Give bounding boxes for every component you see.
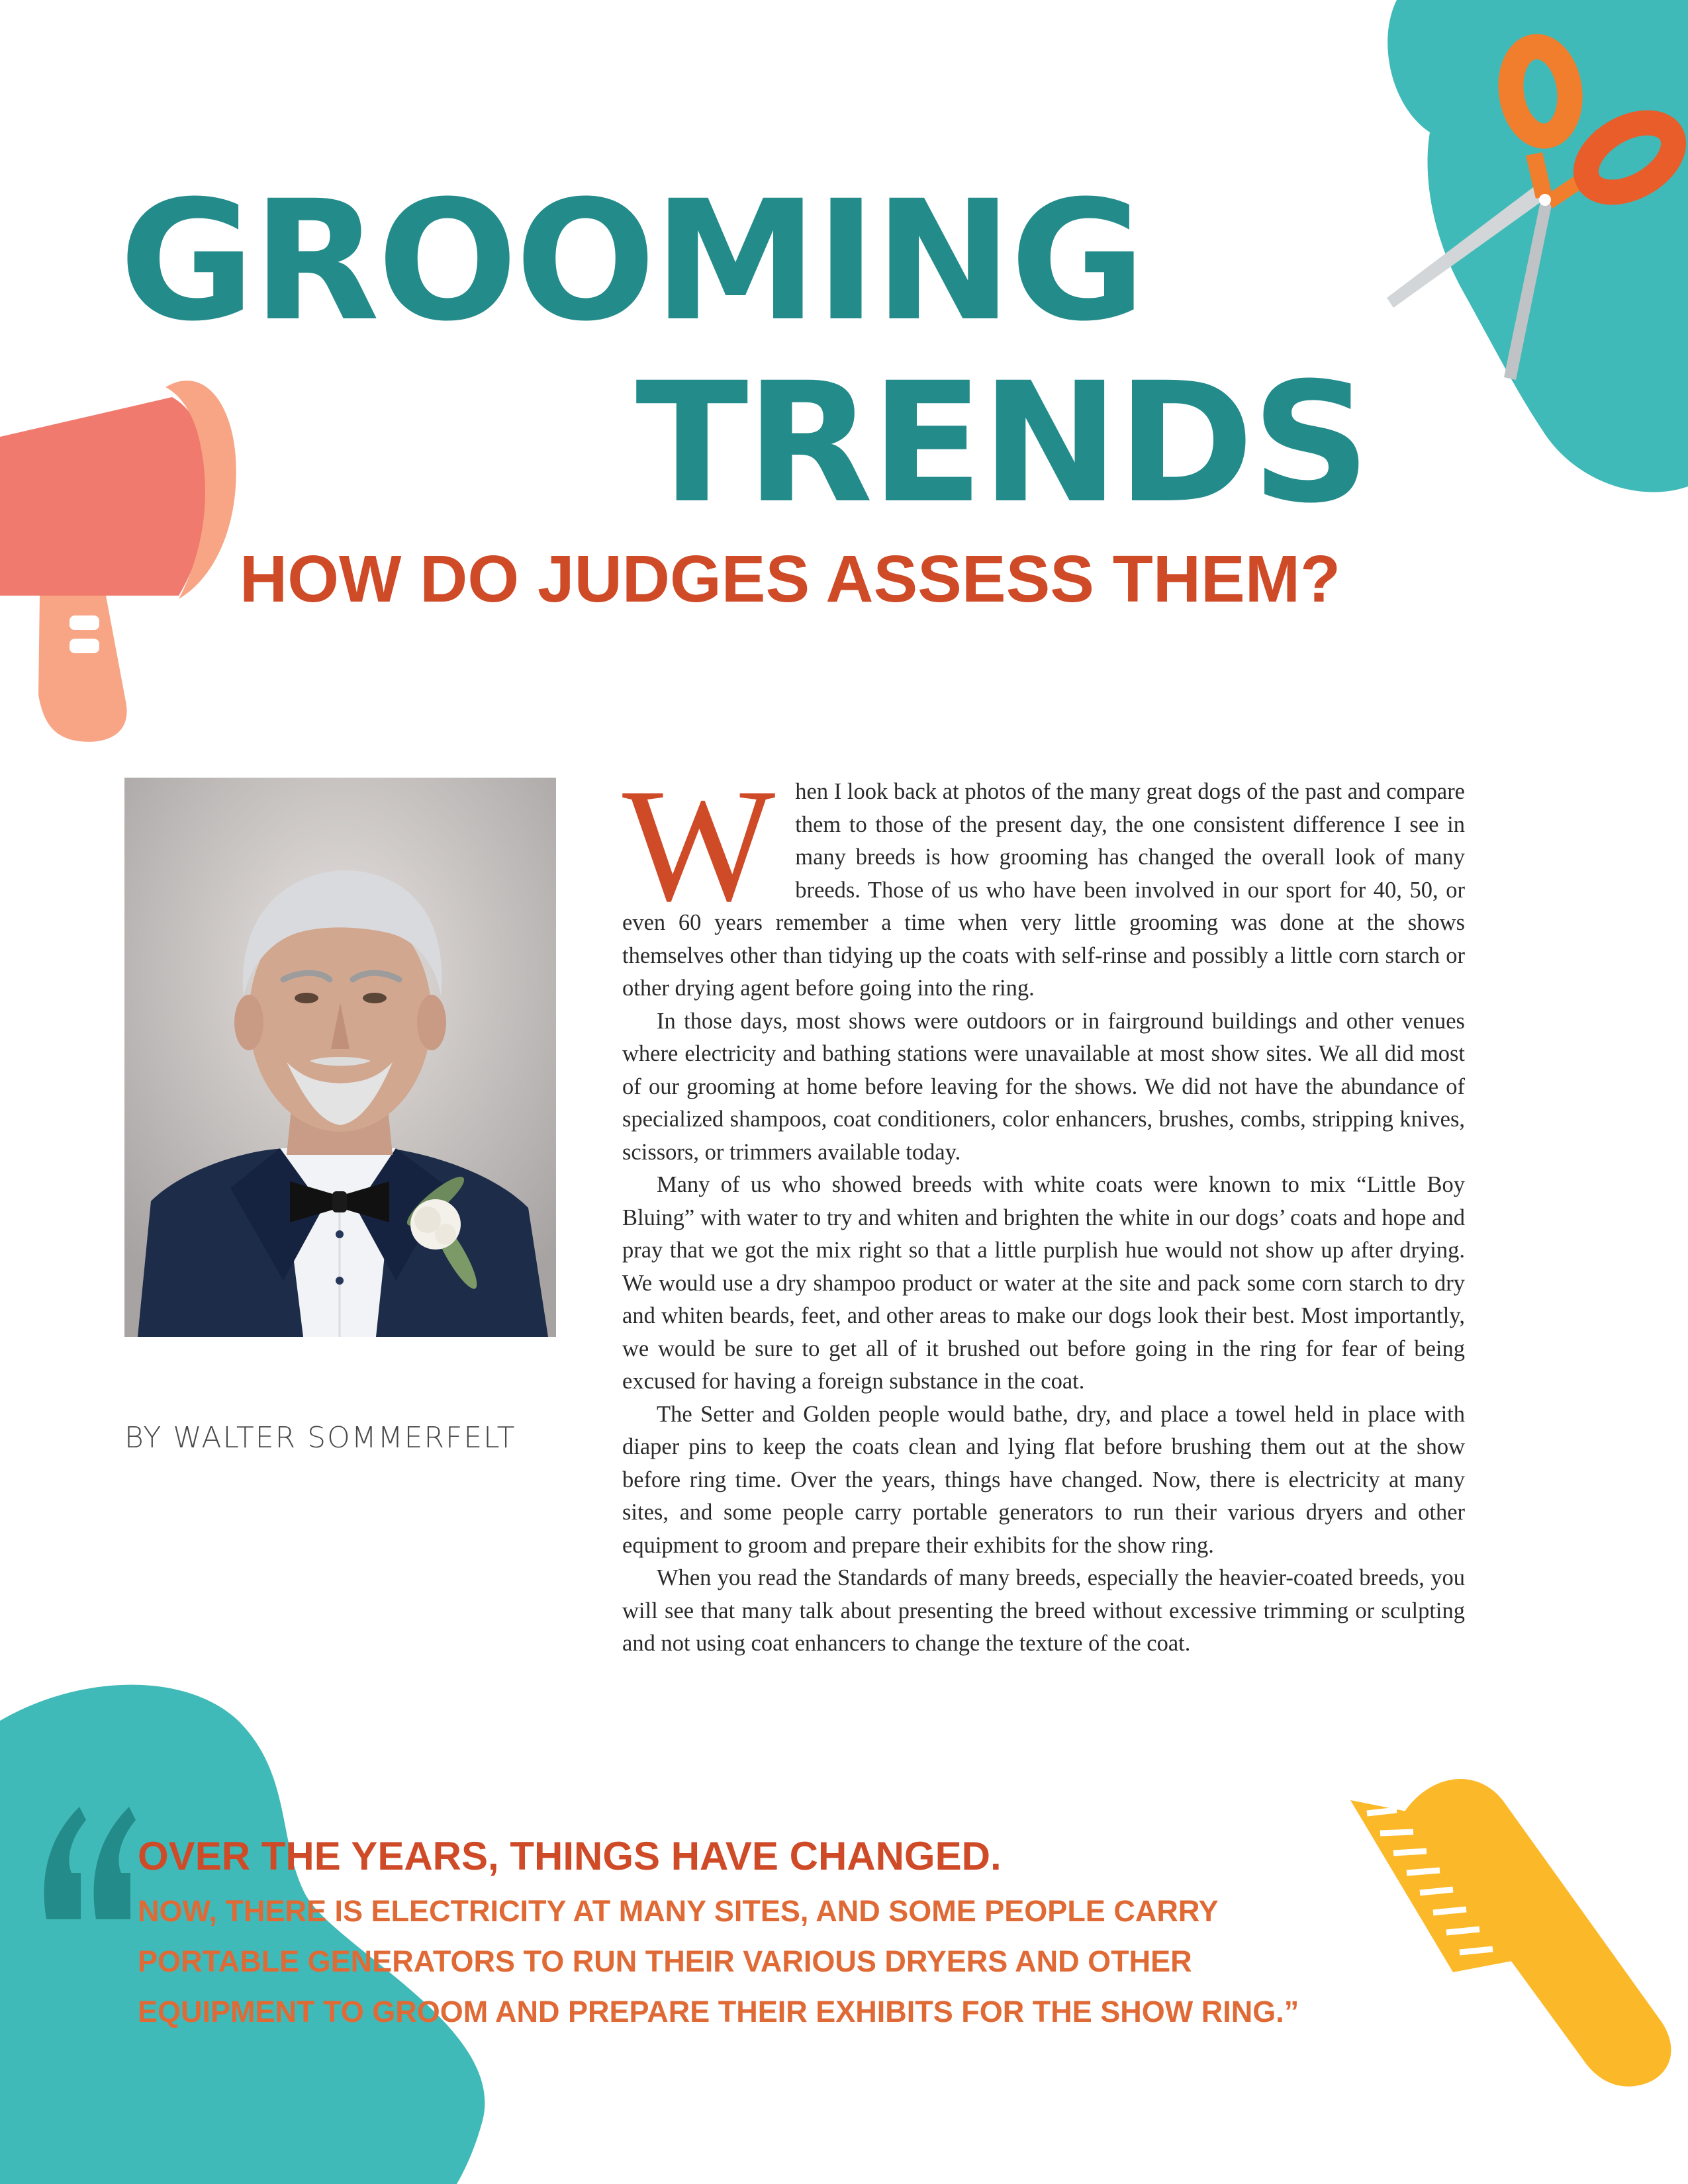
pull-quote-line-1: NOW, THERE IS ELECTRICITY AT MANY SITES, AND SOME PEOPLE CARRY xyxy=(138,1894,1219,1928)
article-paragraph-3: Many of us who showed breeds with white coats were known to mix “Little Boy Bluing” with water to try and whiten and brighten the white in our dogs’ coats and hope and pray that we got the mix right so that a little purplish hue would not show up after drying. We would use a dry shampoo product or water at the site and pack some corn starch to dry and whiten beards, feet, and other areas to make our dogs look their best. Most importantly, we would be sure to get all of it brushed out before going in the ring for fear of being excused for having a foreign substance in the coat. xyxy=(622,1172,1465,1394)
title-line-2: TRENDS xyxy=(635,347,1368,539)
pull-quote-line-3: EQUIPMENT TO GROOM AND PREPARE THEIR EXHIBITS FOR THE SHOW RING.” xyxy=(138,1995,1299,2028)
article-paragraph-1-text: hen I look back at photos of the many great dogs of the past and compare them to those of the present day, the one consistent difference I see in many breeds is how grooming has changed the overall look of many breeds. Those of us who have been involved in our sport for 40, 50, or even 60 years remember a time when very little grooming was done at the shows themselves other than tidying up the coats with self-rinse and possibly a little corn starch or other drying agent before going into the ring. xyxy=(622,779,1465,1001)
article-paragraph-1 xyxy=(622,755,1465,1005)
drop-cap: W xyxy=(622,755,776,934)
article-paragraph-4: The Setter and Golden people would bathe, dry, and place a towel held in place with diaper pins to keep the coats clean and lying flat before brushing them out at the show before ring time. Over the years, things have changed. Now, there is electricity at many sites, and some people carry portable generators to run their various dryers and other equipment to groom and prepare their exhibits for the show ring. xyxy=(622,1401,1465,1558)
article-body xyxy=(622,755,1465,1661)
pull-quote-headline: OVER THE YEARS, THINGS HAVE CHANGED. xyxy=(138,1834,1002,1878)
hair-dryer-icon xyxy=(0,381,236,742)
quote-mark-icon xyxy=(40,1800,139,1926)
article-paragraph-2: In those days, most shows were outdoors or in fairground buildings and other venues where electricity and bathing stations were unavailable at most show sites. We all did most of our grooming at home before leaving for the shows. We did not have the abundance of specialized shampoos, coat conditioners, color enhancers, brushes, combs, stripping knives, scissors, or trimmers available today. xyxy=(622,1008,1465,1165)
byline: BY WALTER SOMMERFELT xyxy=(124,1421,516,1455)
article-paragraph-5: When you read the Standards of many breeds, especially the heavier-coated breeds, you will see that many talk about presenting the breed without excessive trimming or sculpting and not using coat enhancers to change the texture of the coat. xyxy=(622,1565,1465,1656)
author-photo xyxy=(124,778,556,1337)
pull-quote-body xyxy=(138,1886,1495,2037)
title-line-1: GROOMING xyxy=(119,165,1143,357)
pull-quote-line-2: PORTABLE GENERATORS TO RUN THEIR VARIOUS DRYERS AND OTHER xyxy=(138,1944,1192,1978)
subtitle: HOW DO JUDGES ASSESS THEM? xyxy=(240,542,1341,616)
